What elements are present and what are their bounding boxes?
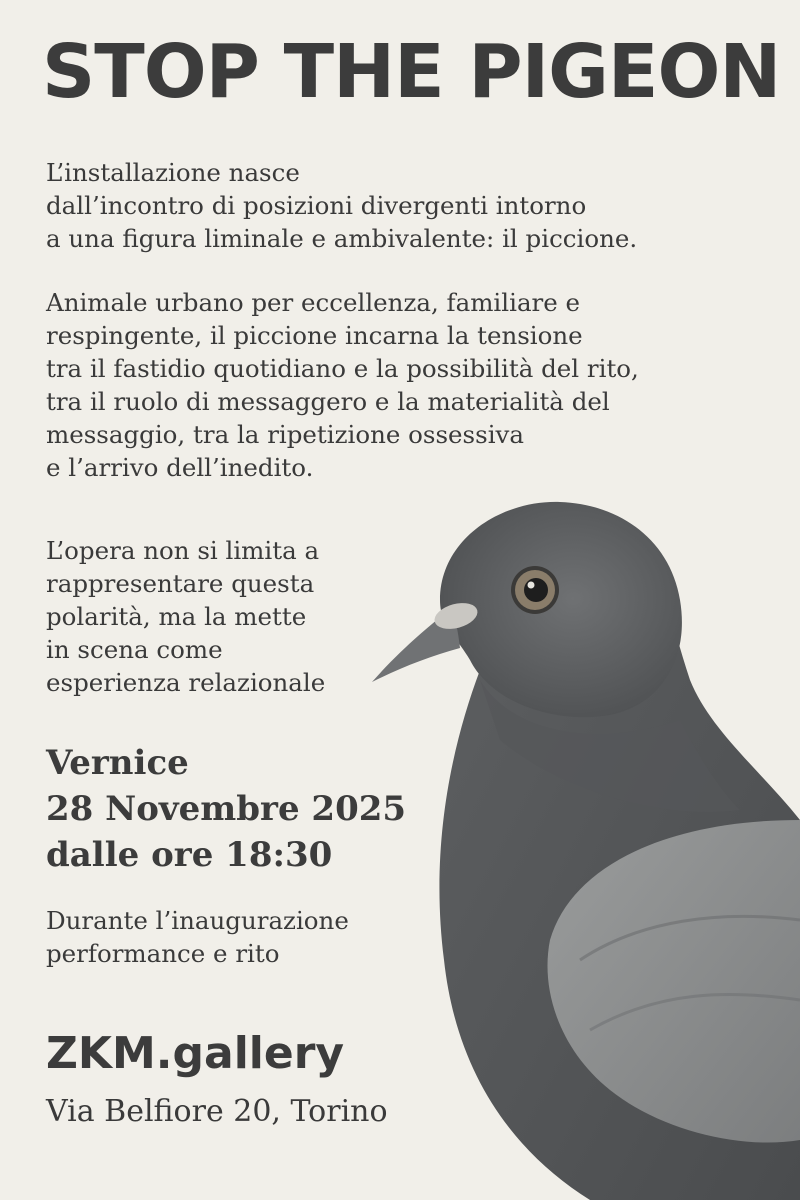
intro-line: dall’incontro di posizioni divergenti intorno [46, 191, 587, 220]
body-line: respingente, il piccione incarna la tensione [46, 321, 583, 350]
opera-paragraph [46, 534, 325, 699]
opera-line: L’opera non si limita a [46, 536, 320, 565]
body-line: messaggio, tra la ripetizione ossessiva [46, 420, 524, 449]
venue-name: ZKM.gallery [46, 1028, 345, 1079]
event-note [46, 904, 349, 970]
opera-line: esperienza relazionale [46, 668, 326, 697]
poster-title: STOP THE PIGEON [42, 29, 781, 115]
intro-paragraph [46, 156, 637, 255]
note-line: Durante l’inaugurazione [46, 906, 349, 935]
event-time: dalle ore 18:30 [46, 835, 333, 875]
body-line: tra il ruolo di messaggero e la materialità del [46, 387, 610, 416]
opera-line: rappresentare questa [46, 569, 315, 598]
event-label: Vernice [46, 743, 189, 783]
opera-line: in scena come [46, 635, 223, 664]
event-date: 28 Novembre 2025 [46, 789, 407, 829]
opera-line: polarità, ma la mette [46, 602, 307, 631]
body-line: e l’arrivo dell’inedito. [46, 453, 314, 482]
body-line: tra il fastidio quotidiano e la possibilità del rito, [46, 354, 639, 383]
body-paragraph [46, 286, 639, 484]
event-info [46, 740, 406, 878]
venue-address: Via Belfiore 20, Torino [46, 1094, 388, 1129]
body-line: Animale urbano per eccellenza, familiare e [46, 288, 581, 317]
intro-line: a una figura liminale e ambivalente: il piccione. [46, 224, 638, 253]
note-line: performance e rito [46, 939, 280, 968]
pigeon-illustration [360, 490, 800, 1200]
intro-line: L’installazione nasce [46, 158, 300, 187]
